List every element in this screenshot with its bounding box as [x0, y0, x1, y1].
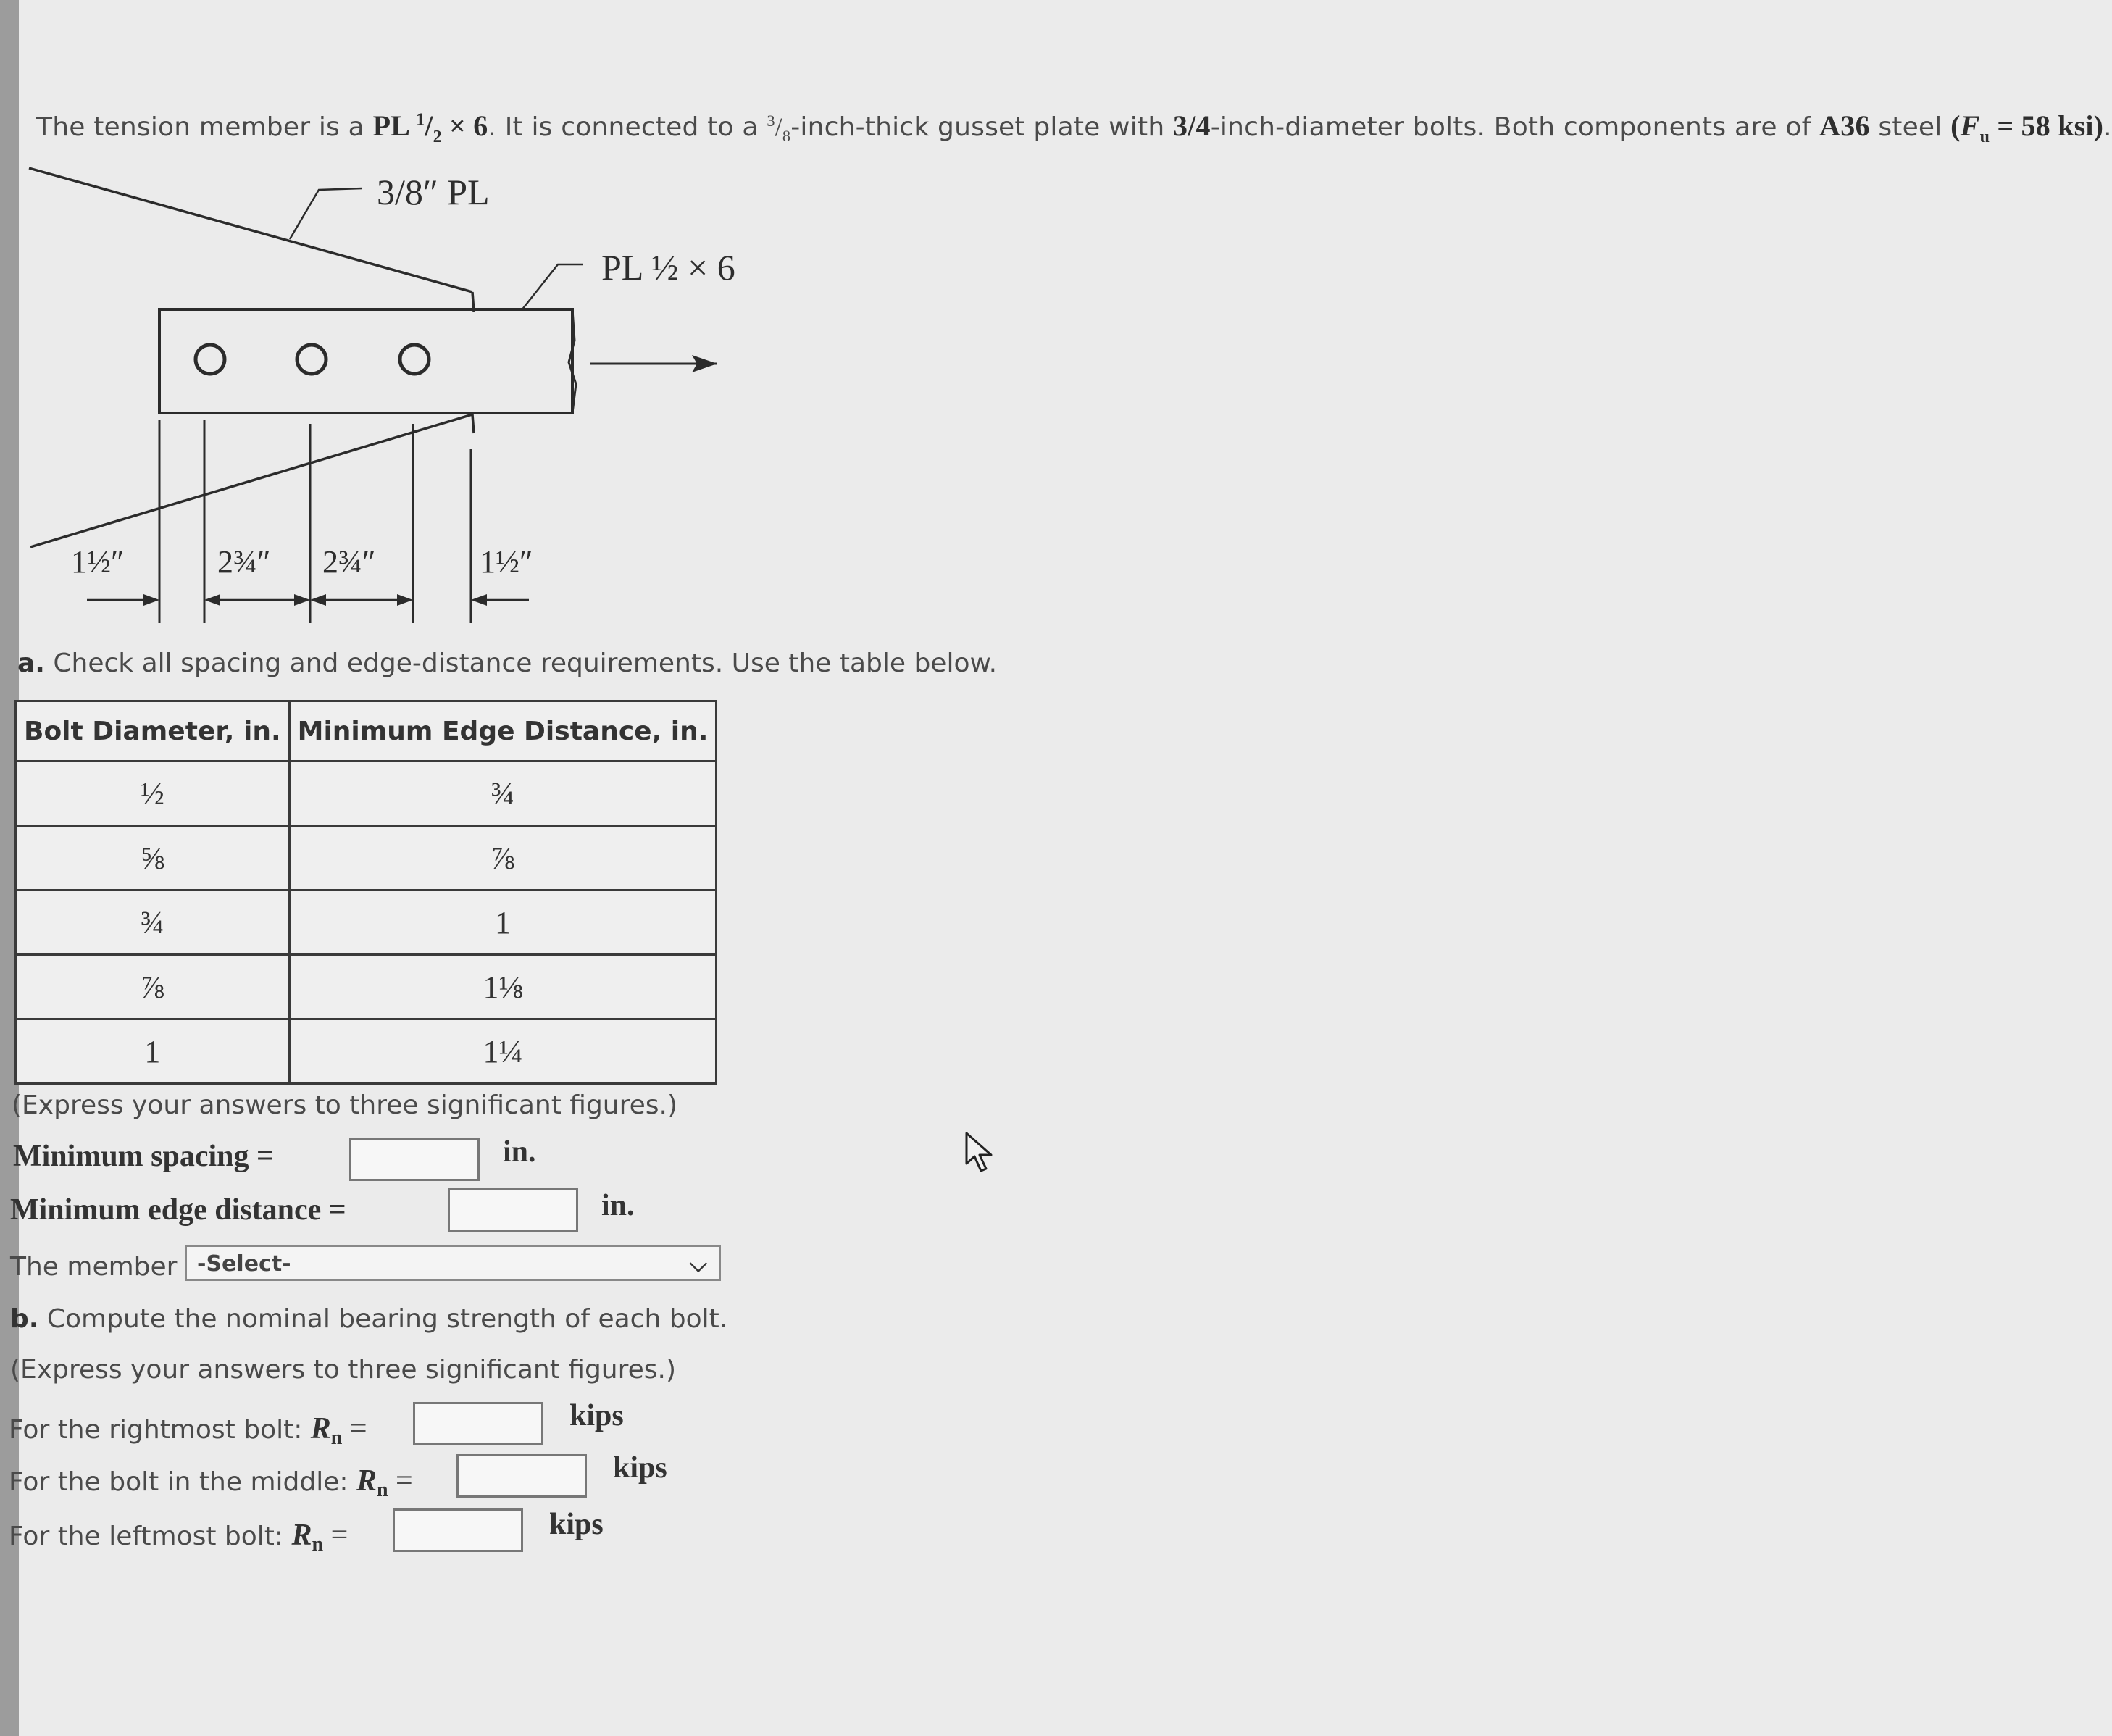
member-plate [159, 309, 572, 413]
rightmost-bolt-text: For the rightmost bolt: [9, 1415, 311, 1445]
chevron-down-icon[interactable]: ⌵ [689, 1250, 707, 1277]
table-cell: 1⅛ [289, 955, 717, 1019]
table-cell: 1 [289, 890, 717, 955]
gusset-bottom-edge [30, 414, 472, 547]
middle-bolt-unit: kips [613, 1451, 667, 1485]
leftmost-bolt-text: For the leftmost bolt: [9, 1522, 292, 1551]
intro-text: -inch-thick gusset plate with [790, 112, 1173, 142]
table-cell: ⅝ [16, 826, 290, 890]
intro-text: . It is connected to a [488, 112, 767, 142]
fu-subscript: u [1979, 128, 1990, 146]
table-cell: 1 [16, 1019, 290, 1084]
part-b-text: Compute the nominal bearing strength of each bolt. [38, 1304, 728, 1334]
rn-symbol: R [291, 1519, 312, 1552]
frac-den: 2 [433, 128, 442, 146]
dim-arrow-head [471, 594, 487, 606]
rightmost-bolt-label [9, 1411, 367, 1450]
problem-statement: The tension member is a PL $^1/_2 \times 6$. It is connected to a $^3/_8-inch$-thick gusset plate with 3/4-inch-diameter bolts. Both components are of A36 steel ($F_u = 58$ ksi). [36, 109, 2112, 146]
table-cell: ½ [16, 761, 290, 826]
part-a-text: Check all spacing and edge-distance requirements. Use the table below. [44, 648, 998, 678]
table-row [16, 1019, 717, 1084]
member-plate-label: PL ½ × 6 [601, 247, 735, 288]
frac-num: 3 [767, 112, 775, 130]
part-a-prefix: a. [17, 648, 45, 678]
part-b-prefix: b. [10, 1304, 39, 1334]
member-select-value: -Select- [197, 1251, 291, 1277]
dim-arrow-head [310, 594, 326, 606]
dimension-label: 1½″ [480, 544, 533, 580]
table-row [16, 955, 717, 1019]
steel-grade: A36 [1819, 109, 1870, 142]
equals-sign: = [342, 1412, 367, 1445]
frac-den: 8 [782, 127, 791, 146]
rn-symbol: R [356, 1464, 377, 1498]
dim-arrow-head [294, 594, 310, 606]
min-spacing-input[interactable] [349, 1138, 480, 1181]
min-edge-label: Minimum edge distance = [10, 1193, 346, 1227]
gusset-label-leader [290, 188, 362, 239]
leftmost-bolt-input[interactable] [393, 1508, 523, 1552]
rn-subscript: n [376, 1479, 388, 1502]
rn-subscript: n [330, 1427, 343, 1450]
table-row [16, 826, 717, 890]
dimension-label: 1½″ [71, 544, 125, 580]
dim-arrow-head [204, 594, 220, 606]
rightmost-bolt-input[interactable] [413, 1402, 543, 1445]
part-a-instruction [17, 648, 997, 678]
mouse-pointer-svg [964, 1130, 1000, 1174]
table-cell: ⅞ [289, 826, 717, 890]
rn-symbol: R [310, 1412, 331, 1445]
member-section-suffix: × 6 [441, 109, 488, 142]
dimension-label: 2¾″ [322, 544, 376, 580]
fu-value: = 58 ksi) [1990, 109, 2104, 142]
sig-fig-note: (Express your answers to three significant figures.) [10, 1355, 677, 1385]
connection-diagram-svg [22, 159, 819, 638]
bolt-hole-left [196, 345, 225, 374]
table-header-row [16, 701, 717, 761]
part-b-instruction [10, 1304, 727, 1334]
table-header: Minimum Edge Distance, in. [289, 701, 717, 761]
gusset-plate-label: 3/8″ PL [377, 172, 490, 212]
table-cell: 1¼ [289, 1019, 717, 1084]
min-spacing-unit: in. [503, 1135, 536, 1169]
intro-text: -inch-diameter bolts. Both components are of [1210, 112, 1820, 142]
member-section-prefix: PL [372, 109, 417, 142]
bolt-hole-right [400, 345, 429, 374]
bolt-diameter: 3/4 [1173, 109, 1211, 142]
table-cell: ¾ [289, 761, 717, 826]
middle-bolt-label [9, 1464, 413, 1502]
table-cell: ¾ [16, 890, 290, 955]
frac-num: 1 [416, 110, 425, 130]
min-edge-input[interactable] [448, 1188, 578, 1232]
dimension-label: 2¾″ [217, 544, 271, 580]
rightmost-bolt-unit: kips [569, 1399, 624, 1432]
table-row [16, 890, 717, 955]
member-label-leader [522, 264, 583, 310]
dim-arrow-head [397, 594, 413, 606]
leftmost-bolt-label [9, 1518, 348, 1556]
table-header: Bolt Diameter, in. [16, 701, 290, 761]
min-spacing-label: Minimum spacing = [13, 1140, 274, 1173]
middle-bolt-text: For the bolt in the middle: [9, 1467, 356, 1497]
equals-sign: = [388, 1464, 413, 1498]
equals-sign: = [323, 1519, 348, 1552]
min-edge-unit: in. [601, 1189, 635, 1222]
member-label: The member [10, 1252, 178, 1282]
table-row [16, 761, 717, 826]
gusset-bottom-end [472, 414, 474, 433]
mouse-pointer-icon [964, 1130, 1000, 1177]
rn-subscript: n [312, 1533, 324, 1556]
intro-text: steel [1869, 112, 1951, 142]
leftmost-bolt-unit: kips [549, 1508, 604, 1541]
intro-text: The tension member is a [36, 112, 373, 142]
dim-arrow-head [143, 594, 159, 606]
middle-bolt-input[interactable] [456, 1454, 587, 1498]
connection-diagram [22, 159, 819, 640]
fu-symbol: F [1960, 109, 1980, 142]
member-select[interactable] [185, 1245, 721, 1281]
bolt-hole-middle [297, 345, 326, 374]
sig-fig-note: (Express your answers to three significant figures.) [12, 1090, 678, 1120]
edge-distance-table [14, 700, 717, 1085]
table-cell: ⅞ [16, 955, 290, 1019]
